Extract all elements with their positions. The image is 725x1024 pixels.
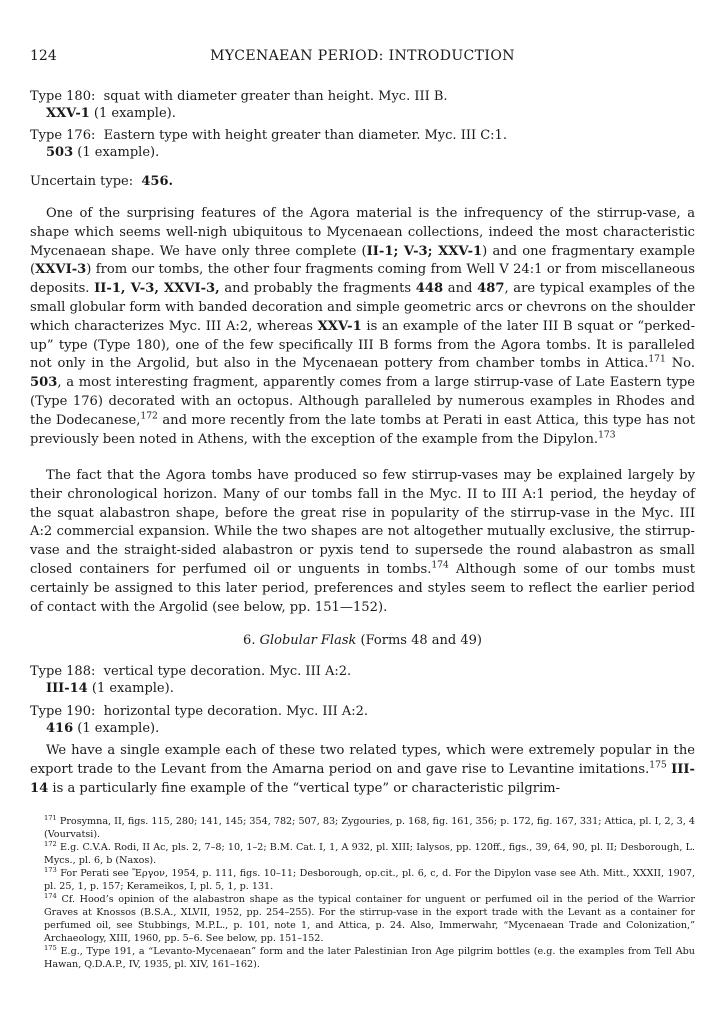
running-title: MYCENAEAN PERIOD: INTRODUCTION bbox=[210, 48, 515, 64]
footnote-ref: 171 bbox=[648, 354, 666, 366]
section-heading: 6. Globular Flask (Forms 48 and 49) bbox=[243, 633, 482, 648]
example-id: 503 bbox=[46, 145, 74, 160]
type-description: squat with diameter greater than height. Myc. III B. bbox=[103, 89, 448, 104]
paragraph-stirrup-vase: One of the surprising features of the Agora material is the infrequency of the stirrup-vase, a shape which seems well-nigh ubiquitous to Mycenaean collections, indeed the most characteristic Mycenaean shape. We have only three complete (II-1; V-3; XXV-1) and one fragmentary example (XXVI-3) from our tombs, the other four fragments coming from Well V 24:1 or from miscellaneous deposits. II-1, V-3, XXVI-3, and probably the fragments 448 and 487, are typical examples of the small globular form with banded decoration and simple geometric arcs or chevrons on the shoulder which characterizes Myc. III A:2, whereas XXV-1 is an example of the later III B squat or “perked-up” type (Type 180), one of the few specifically III B forms from the Agora tombs. It is paralleled not only in the Argolid, but also in the Mycenaean pottery from chamber tombs in Attica.$^{171}$ No. 503, a most interesting fragment, apparently comes from a large stirrup-vase of Late Eastern type (Type 176) decorated with an octopus. Although paralleled by numerous examples in Rhodes and the Dodecanese,$^{172}$ and more recently from the late tombs at Perati in east Attica, this type has not previously been noted in Athens, with the exception of the example from the Dipylon.$^{173}$ bbox=[30, 206, 695, 447]
type-entry-180 bbox=[30, 88, 448, 122]
uncertain-value: 456. bbox=[141, 174, 174, 189]
example-count: (1 example). bbox=[73, 721, 160, 736]
footnote: $^{171}$ Prosymna, II, figs. 115, 280; 141, 145; 354, 782; 507, 83; Zygouries, p. 168, fig. 161, 356; p. 172, fig. 167, 331; Attica, pl. I, 2, 3, 4 (Vourvatsi). bbox=[44, 813, 695, 840]
type-label: Type 176: bbox=[30, 128, 96, 143]
page-number: 124 bbox=[30, 48, 57, 64]
footnote-ref: 174 bbox=[431, 559, 449, 571]
example-id: XXV-1 bbox=[46, 106, 90, 121]
example-count: (1 example). bbox=[87, 681, 174, 696]
footnote: $^{174}$ Cf. Hood’s opinion of the alabastron shape as the typical container for unguent or perfumed oil in the period of the Warrior Graves at Knossos (B.S.A., XLVII, 1952, pp. 254–255). For the stirrup-vase in the export trade with the Levant as a container for perfumed oil, see Stubbings, M.P.L., p. 101, note 1, and Attica, p. 24. Also, Immerwahr, “Mycenaean Trade and Colonization,” Archaeology, XIII, 1960, pp. 5–6. See below, pp. 151–152. bbox=[44, 891, 695, 944]
footnotes bbox=[30, 815, 695, 971]
footnote-ref: 172 bbox=[140, 410, 158, 422]
type-entry-188 bbox=[30, 663, 351, 697]
type-label: Type 180: bbox=[30, 89, 96, 104]
type-entry-190 bbox=[30, 703, 368, 737]
type-label: Type 188: bbox=[30, 664, 96, 679]
type-label: Type 190: bbox=[30, 704, 96, 719]
paragraph-globular-flask: We have a single example each of these two related types, which were extremely popular in the export trade to the Levant from the Amarna period on and gave rise to Levantine imitations.$^{175}$ III-14 is a particularly fine example of the “vertical type” or characteristic pilgrim- bbox=[30, 743, 695, 796]
example-id: III-14 bbox=[46, 681, 88, 696]
footnote: $^{173}$ For Perati see Ἔργον, 1954, p. 111, figs. 10–11; Desborough, op.cit., pl. 6, c, d. For the Dipylon vase see Ath. Mitt., XXXII, 1907, pl. 25, 1, p. 157; Kerameikos, I, pl. 5, 1, p. 131. bbox=[44, 865, 695, 892]
footnote-ref: 175 bbox=[649, 759, 667, 771]
example-count: (1 example). bbox=[89, 106, 176, 121]
type-description: horizontal type decoration. Myc. III A:2. bbox=[103, 704, 369, 719]
example-count: (1 example). bbox=[73, 145, 160, 160]
type-description: Eastern type with height greater than diameter. Myc. III C:1. bbox=[103, 128, 507, 143]
running-header bbox=[30, 48, 695, 68]
type-description: vertical type decoration. Myc. III A:2. bbox=[103, 664, 352, 679]
uncertain-type-entry bbox=[30, 173, 173, 190]
paragraph-chronology: The fact that the Agora tombs have produced so few stirrup-vases may be explained largely by their chronological horizon. Many of our tombs fall in the Myc. II to III A:1 period, the heyday of the squat alabastron shape, before the great rise in popularity of the stirrup-vase in the Myc. III A:2 commercial expansion. While the two shapes are not altogether mutually exclusive, the stirrup-vase and the straight-sided alabastron or pyxis tend to supersede the round alabastron as small closed containers for perfumed oil or unguents in tombs.$^{174}$ Although some of our tombs must certainly be assigned to this later period, preferences and styles seem to reflect the earlier period of contact with the Argolid (see below, pp. 151—152). bbox=[30, 468, 695, 615]
footnote: $^{175}$ E.g., Type 191, a “Levanto-Mycenaean” form and the later Palestinian Iron Age pilgrim bottles (e.g. the examples from Tell Abu Hawan, Q.D.A.P., IV, 1935, pl. XIV, 161–162). bbox=[44, 943, 695, 970]
footnote: $^{172}$ E.g. C.V.A. Rodi, II Ac, pls. 2, 7–8; 10, 1–2; B.M. Cat. I, 1, A 932, pl. XIII; Ialysos, pp. 120ff., figs., 39, 64, 90, pl. II; Desborough, L. Mycs., pl. 6, b (Naxos). bbox=[44, 839, 695, 866]
uncertain-label: Uncertain type: bbox=[30, 174, 134, 189]
footnote-ref: 173 bbox=[598, 429, 616, 441]
type-entry-176 bbox=[30, 127, 507, 161]
example-id: 416 bbox=[46, 721, 74, 736]
